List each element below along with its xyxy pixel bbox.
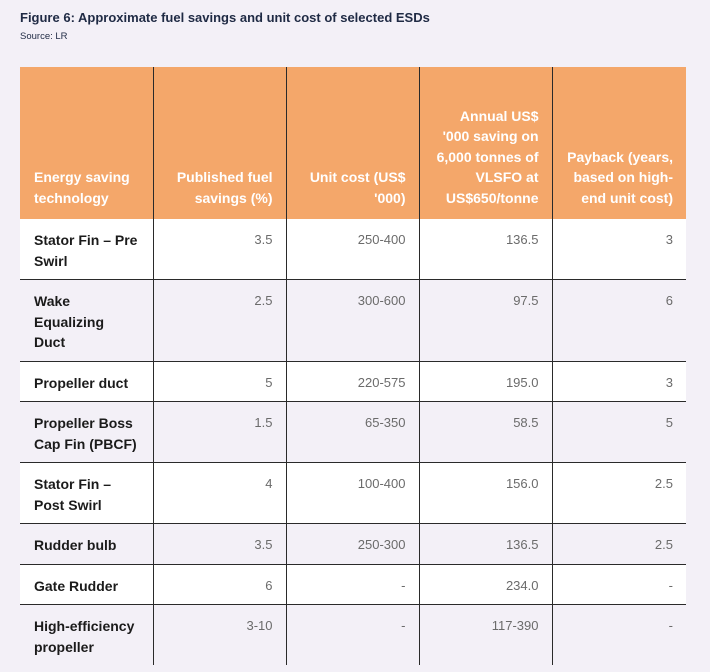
cell-fuel-savings: 1.5 <box>153 402 286 463</box>
table-row <box>20 463 686 524</box>
cell-unit-cost: - <box>286 564 419 605</box>
esd-table <box>20 67 686 665</box>
cell-annual-saving: 117-390 <box>419 605 552 666</box>
cell-payback: 3 <box>552 219 686 280</box>
cell-technology: High-efficiency propeller <box>20 605 153 666</box>
cell-annual-saving: 58.5 <box>419 402 552 463</box>
figure-source: Source: LR <box>20 31 68 42</box>
cell-annual-saving: 195.0 <box>419 361 552 402</box>
cell-fuel-savings: 4 <box>153 463 286 524</box>
table-row <box>20 361 686 402</box>
cell-unit-cost: 250-400 <box>286 219 419 280</box>
cell-payback: 2.5 <box>552 524 686 565</box>
header-payback: Payback (years, based on high-end unit cost) <box>552 67 686 219</box>
cell-payback: - <box>552 564 686 605</box>
cell-fuel-savings: 3-10 <box>153 605 286 666</box>
cell-fuel-savings: 6 <box>153 564 286 605</box>
header-technology: Energy saving technology <box>20 67 153 219</box>
table-row <box>20 605 686 666</box>
cell-unit-cost: 65-350 <box>286 402 419 463</box>
table-row <box>20 219 686 280</box>
cell-unit-cost: 300-600 <box>286 280 419 362</box>
table-row <box>20 564 686 605</box>
cell-fuel-savings: 5 <box>153 361 286 402</box>
cell-technology: Gate Rudder <box>20 564 153 605</box>
header-unit-cost: Unit cost (US$ '000) <box>286 67 419 219</box>
cell-payback: 3 <box>552 361 686 402</box>
header-annual-saving: Annual US$ '000 saving on 6,000 tonnes of VLSFO at US$650/tonne <box>419 67 552 219</box>
table-row <box>20 280 686 362</box>
table-row <box>20 524 686 565</box>
cell-fuel-savings: 3.5 <box>153 524 286 565</box>
cell-technology: Rudder bulb <box>20 524 153 565</box>
cell-annual-saving: 136.5 <box>419 219 552 280</box>
cell-fuel-savings: 3.5 <box>153 219 286 280</box>
cell-payback: 5 <box>552 402 686 463</box>
cell-annual-saving: 97.5 <box>419 280 552 362</box>
cell-unit-cost: 250-300 <box>286 524 419 565</box>
cell-payback: - <box>552 605 686 666</box>
cell-fuel-savings: 2.5 <box>153 280 286 362</box>
cell-unit-cost: - <box>286 605 419 666</box>
cell-payback: 2.5 <box>552 463 686 524</box>
cell-payback: 6 <box>552 280 686 362</box>
cell-annual-saving: 156.0 <box>419 463 552 524</box>
cell-unit-cost: 220-575 <box>286 361 419 402</box>
cell-annual-saving: 234.0 <box>419 564 552 605</box>
cell-technology: Stator Fin – Post Swirl <box>20 463 153 524</box>
header-fuel-savings: Published fuel savings (%) <box>153 67 286 219</box>
cell-technology: Wake Equalizing Duct <box>20 280 153 362</box>
cell-unit-cost: 100-400 <box>286 463 419 524</box>
header-row <box>20 67 686 219</box>
figure-title: Figure 6: Approximate fuel savings and unit cost of selected ESDs <box>20 10 430 25</box>
cell-annual-saving: 136.5 <box>419 524 552 565</box>
cell-technology: Stator Fin – Pre Swirl <box>20 219 153 280</box>
cell-technology: Propeller duct <box>20 361 153 402</box>
cell-technology: Propeller Boss Cap Fin (PBCF) <box>20 402 153 463</box>
table-row <box>20 402 686 463</box>
